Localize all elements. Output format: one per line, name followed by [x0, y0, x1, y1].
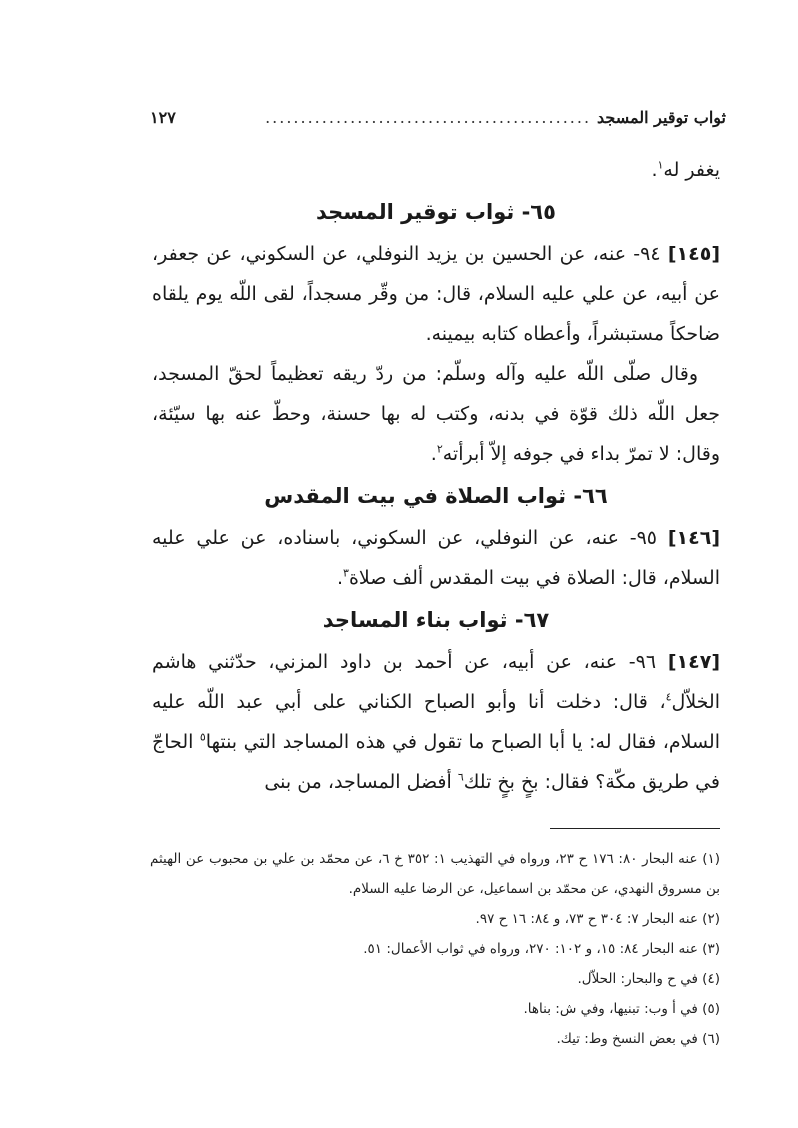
footnote-ref: ٤: [665, 690, 672, 704]
footnote-ref: ١: [657, 158, 664, 172]
dot-leader: ..............................................: [265, 107, 592, 127]
footnote-ref: ٥: [199, 730, 206, 744]
hadith-text: ، قال: دخلت أنا وأبو الصباح الكناني على أبي عبد اللّه عليه السلام، فقال له: يا أبا الصباح ما تقول في هذه المساجد التي بنتها: [152, 691, 720, 753]
page-number: ١٢٧: [150, 107, 176, 127]
footnote-ref: ٣: [343, 566, 349, 580]
footnote: (٤) في ح والبحار: الحلاّل.: [577, 971, 720, 987]
footnote: (١) عنه البحار ٨٠: ١٧٦ ح ٢٣، ورواه في التهذيب ١: ٣٥٢ خ ٦، عن محمّد بن علي بن محبوب عن الهيثم بن مسروق النهدي، عن محمّد بن اسماعيل، عن الرضا عليه السلام.: [150, 851, 721, 897]
footnote-divider: [550, 828, 720, 829]
hadith-text: أفضل المساجد، من بنى: [264, 771, 458, 793]
footnote-ref: ٦: [457, 770, 464, 784]
hadith-number: [١٤٦]: [667, 527, 721, 549]
main-text: [152, 150, 720, 802]
hadith-text: الحاجّ في طريق مكّة؟ فقال: بخٍ بخٍ تلك: [152, 731, 720, 793]
intro-paragraph: يغفر له$^١$.: [651, 158, 720, 181]
running-header: [150, 103, 726, 131]
hadith-text: ٩٦- عنه، عن أبيه، عن أحمد بن داود المزني، حدّثني هاشم الخلاّل: [152, 651, 720, 713]
section-heading: ٦٥- ثواب توقير المسجد: [316, 200, 556, 224]
section-heading: ٦٧- ثواب بناء المساجد: [322, 608, 550, 632]
running-title: ثواب توقير المسجد: [597, 107, 726, 127]
footnote: (٦) في بعض النسخ وط: تيك.: [556, 1031, 720, 1047]
footnote-ref: ٢: [436, 442, 443, 456]
hadith-number: [١٤٥]: [667, 243, 721, 265]
footnote: (٢) عنه البحار ٧: ٣٠٤ ح ٧٣، و ٨٤: ١٦ ح ٩٧.: [475, 911, 720, 927]
hadith-paragraph: [١٤٦] ٩٥- عنه، عن النوفلي، عن السكوني، باسناده، عن علي عليه السلام، قال: الصلاة في بيت المقدس ألف صلاة$^٣$.: [152, 527, 721, 589]
section-heading: ٦٦- ثواب الصلاة في بيت المقدس: [264, 484, 608, 508]
intro-text: يغفر له: [663, 159, 720, 181]
footnote: (٣) عنه البحار ٨٤: ١٥، و ١٠٢: ٢٧٠، ورواه في ثواب الأعمال: ٥١.: [363, 941, 720, 957]
hadith-text: ٩٤- عنه، عن الحسين بن يزيد النوفلي، عن السكوني، عن جعفر، عن أبيه، عن علي عليه السلام، قال: من وقّر مسجداً، لقى اللّه يوم يلقاه ضاحكاً مستبشراً، وأعطاه كتابه بيمينه.: [152, 243, 720, 345]
hadith-paragraph: [152, 642, 720, 802]
hadith-number: [١٤٧]: [667, 651, 720, 673]
hadith-paragraph: [152, 234, 720, 354]
footnote: (٥) في أ وب: تبنيها، وفي ش: بناها.: [523, 1001, 720, 1017]
hadith-continuation: وقال صلّى اللّه عليه وآله وسلّم: من ردّ ريقه تعظيماً لحقّ المسجد، جعل اللّه ذلك قوّة في بدنه، وكتب له بها حسنة، وحطّ عنه بها سيّئة، وقال: لا تمرّ بداء في جوفه إلاّ أبرأته$^٢$.: [152, 363, 720, 465]
hadith-text: وقال صلّى اللّه عليه وآله وسلّم: من ردّ ريقه تعظيماً لحقّ المسجد، جعل اللّه ذلك قوّة في بدنه، وكتب له بها حسنة، وحطّ عنه بها سيّئة، وقال: لا تمرّ بداء في جوفه إلاّ أبرأته: [152, 363, 720, 465]
footnotes: [150, 844, 720, 1054]
hadith-text: ٩٥- عنه، عن النوفلي، عن السكوني، باسناده، عن علي عليه السلام، قال: الصلاة في بيت المقدس ألف صلاة: [152, 527, 720, 589]
